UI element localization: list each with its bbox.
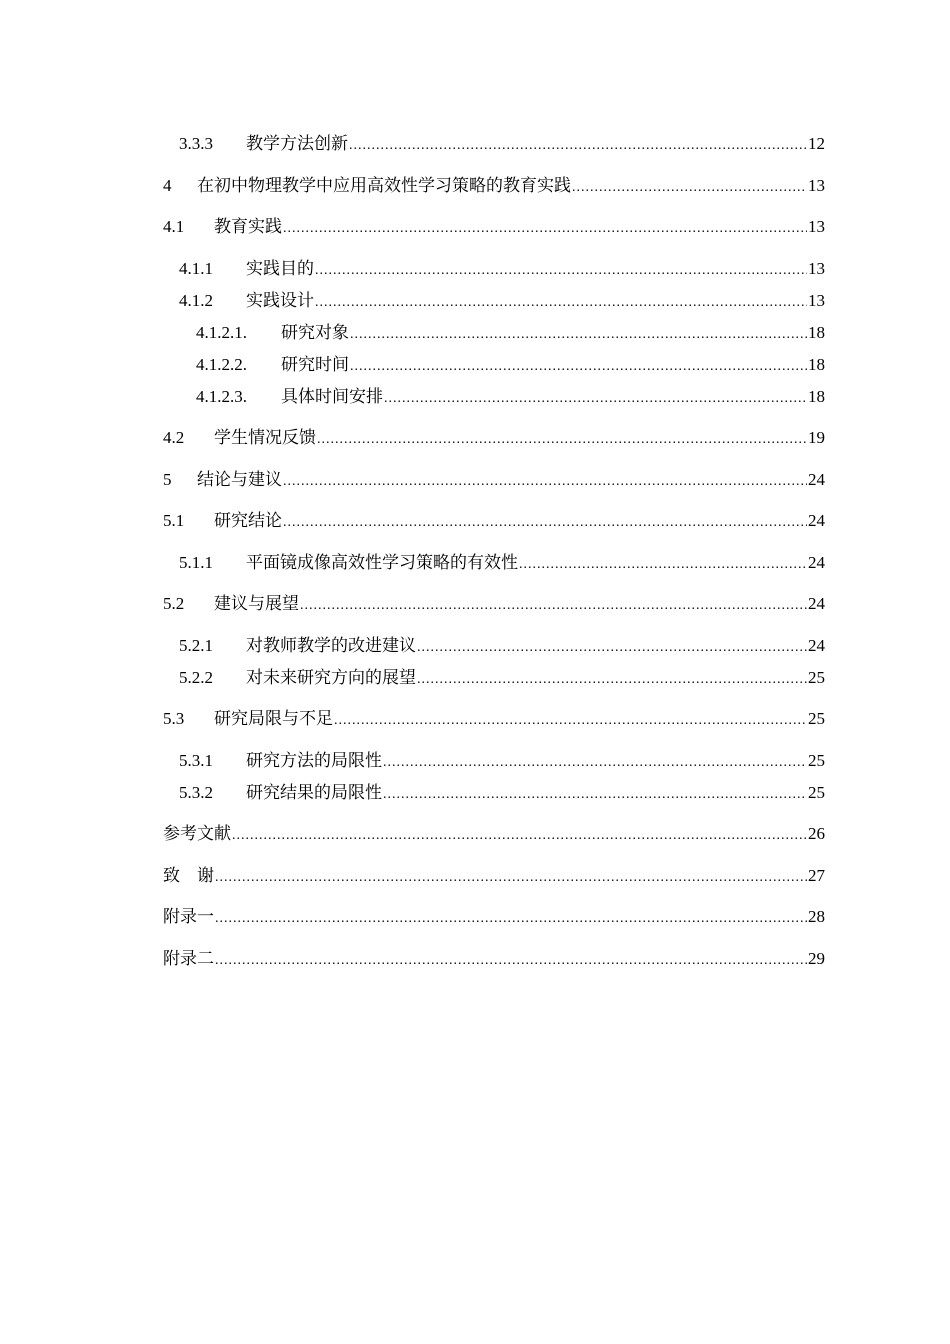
dot-leader (519, 549, 807, 581)
dot-leader (315, 255, 807, 287)
toc-entry[interactable] (163, 317, 825, 349)
toc-entry-title: 研究方法的局限性 (246, 750, 382, 770)
dot-leader (232, 820, 807, 852)
toc-entry-number: 4 (163, 175, 172, 195)
toc-entry-page: 13 (808, 290, 825, 310)
toc-entry-number: 4.1.2.1. (196, 322, 247, 342)
toc-entry-page: 13 (808, 258, 825, 278)
dot-leader (215, 903, 807, 935)
toc-entry-page: 29 (808, 948, 825, 968)
toc-entry[interactable] (163, 422, 825, 454)
dot-leader (334, 705, 807, 737)
toc-entry[interactable] (163, 211, 825, 243)
toc-entry-title: 教学方法创新 (246, 134, 348, 153)
table-of-contents (163, 128, 825, 975)
toc-entry-title: 致 谢 (163, 865, 214, 885)
toc-entry-title: 学生情况反馈 (214, 428, 316, 447)
dot-leader (417, 664, 807, 696)
toc-entry-title: 对教师教学的改进建议 (246, 635, 416, 655)
dot-leader (317, 424, 807, 456)
dot-leader (417, 632, 807, 664)
toc-entry-title: 研究局限与不足 (214, 709, 333, 728)
toc-entry-number: 4.1 (163, 217, 185, 236)
dot-leader (350, 351, 807, 383)
toc-entry-number: 4.1.2.3. (196, 386, 247, 406)
toc-entry-page: 18 (808, 354, 825, 374)
dot-leader (350, 319, 807, 351)
toc-entry-title: 教育实践 (214, 217, 282, 236)
dot-leader (283, 507, 807, 539)
dot-leader (215, 945, 807, 977)
toc-entry-title: 研究结果的局限性 (246, 782, 382, 802)
toc-entry[interactable] (163, 630, 825, 662)
toc-entry-page: 13 (808, 217, 825, 236)
toc-entry-title: 结论与建议 (197, 469, 282, 489)
toc-entry-page: 25 (808, 782, 825, 802)
toc-entry-title: 对未来研究方向的展望 (246, 667, 416, 687)
toc-entry-number: 5.1 (163, 511, 185, 530)
dot-leader (283, 466, 807, 498)
toc-entry-page: 24 (808, 594, 825, 613)
toc-entry-page: 24 (808, 511, 825, 530)
toc-entry-number: 5.2.1 (179, 635, 213, 655)
toc-entry-title: 研究时间 (281, 354, 349, 374)
toc-entry-title: 附录二 (163, 948, 214, 968)
toc-entry-page: 24 (808, 469, 825, 489)
toc-entry-page: 13 (808, 175, 825, 195)
toc-entry-number: 4.1.2.2. (196, 354, 247, 374)
toc-entry-page: 26 (808, 824, 825, 843)
toc-entry-title: 研究对象 (281, 322, 349, 342)
toc-entry-number: 5.2 (163, 594, 185, 613)
toc-entry-page: 24 (808, 635, 825, 655)
toc-entry-title: 实践设计 (246, 290, 314, 310)
toc-entry-number: 4.2 (163, 428, 185, 447)
toc-entry[interactable] (163, 860, 825, 892)
toc-entry[interactable] (163, 703, 825, 735)
toc-entry-title: 实践目的 (246, 258, 314, 278)
toc-entry-number: 5.2.2 (179, 667, 213, 687)
toc-entry-number: 4.1.1 (179, 258, 213, 278)
dot-leader (283, 213, 807, 245)
dot-leader (383, 779, 807, 811)
toc-entry-title: 参考文献 (163, 824, 231, 843)
toc-entry-page: 18 (808, 386, 825, 406)
toc-entry-page: 27 (808, 865, 825, 885)
toc-entry-title: 附录一 (163, 907, 214, 926)
toc-entry-number: 5 (163, 469, 172, 489)
dot-leader (315, 287, 807, 319)
toc-entry[interactable] (163, 464, 825, 496)
dot-leader (215, 862, 807, 894)
toc-entry[interactable] (163, 588, 825, 620)
toc-entry-title: 具体时间安排 (281, 386, 383, 406)
toc-entry[interactable] (163, 777, 825, 809)
dot-leader (300, 590, 807, 622)
toc-entry-page: 12 (808, 134, 825, 153)
toc-entry[interactable] (163, 349, 825, 381)
toc-entry-page: 25 (808, 750, 825, 770)
toc-entry-page: 25 (808, 667, 825, 687)
toc-entry-title: 在初中物理教学中应用高效性学习策略的教育实践 (197, 175, 571, 195)
dot-leader (572, 172, 807, 204)
toc-entry[interactable] (163, 662, 825, 694)
toc-entry[interactable] (163, 943, 825, 975)
toc-entry-number: 5.3.2 (179, 782, 213, 802)
dot-leader (349, 130, 807, 162)
toc-entry[interactable] (163, 381, 825, 413)
toc-entry[interactable] (163, 547, 825, 579)
toc-entry-page: 25 (808, 709, 825, 728)
toc-entry[interactable] (163, 901, 825, 933)
dot-leader (383, 747, 807, 779)
toc-entry-title: 研究结论 (214, 511, 282, 530)
toc-entry-number: 5.1.1 (179, 552, 213, 572)
toc-entry-page: 18 (808, 322, 825, 342)
toc-entry[interactable] (163, 253, 825, 285)
toc-entry-number: 5.3 (163, 709, 185, 728)
toc-entry-page: 19 (808, 428, 825, 447)
toc-entry[interactable] (163, 818, 825, 850)
dot-leader (384, 383, 807, 415)
toc-entry-number: 3.3.3 (179, 134, 213, 153)
toc-entry[interactable] (163, 285, 825, 317)
toc-entry-number: 5.3.1 (179, 750, 213, 770)
toc-entry-title: 平面镜成像高效性学习策略的有效性 (246, 552, 518, 572)
toc-entry-page: 24 (808, 552, 825, 572)
toc-entry[interactable] (163, 128, 825, 160)
toc-entry-number: 4.1.2 (179, 290, 213, 310)
toc-entry[interactable] (163, 170, 825, 202)
toc-entry[interactable] (163, 505, 825, 537)
toc-entry-title: 建议与展望 (214, 594, 299, 613)
toc-entry[interactable] (163, 745, 825, 777)
toc-entry-page: 28 (808, 907, 825, 926)
